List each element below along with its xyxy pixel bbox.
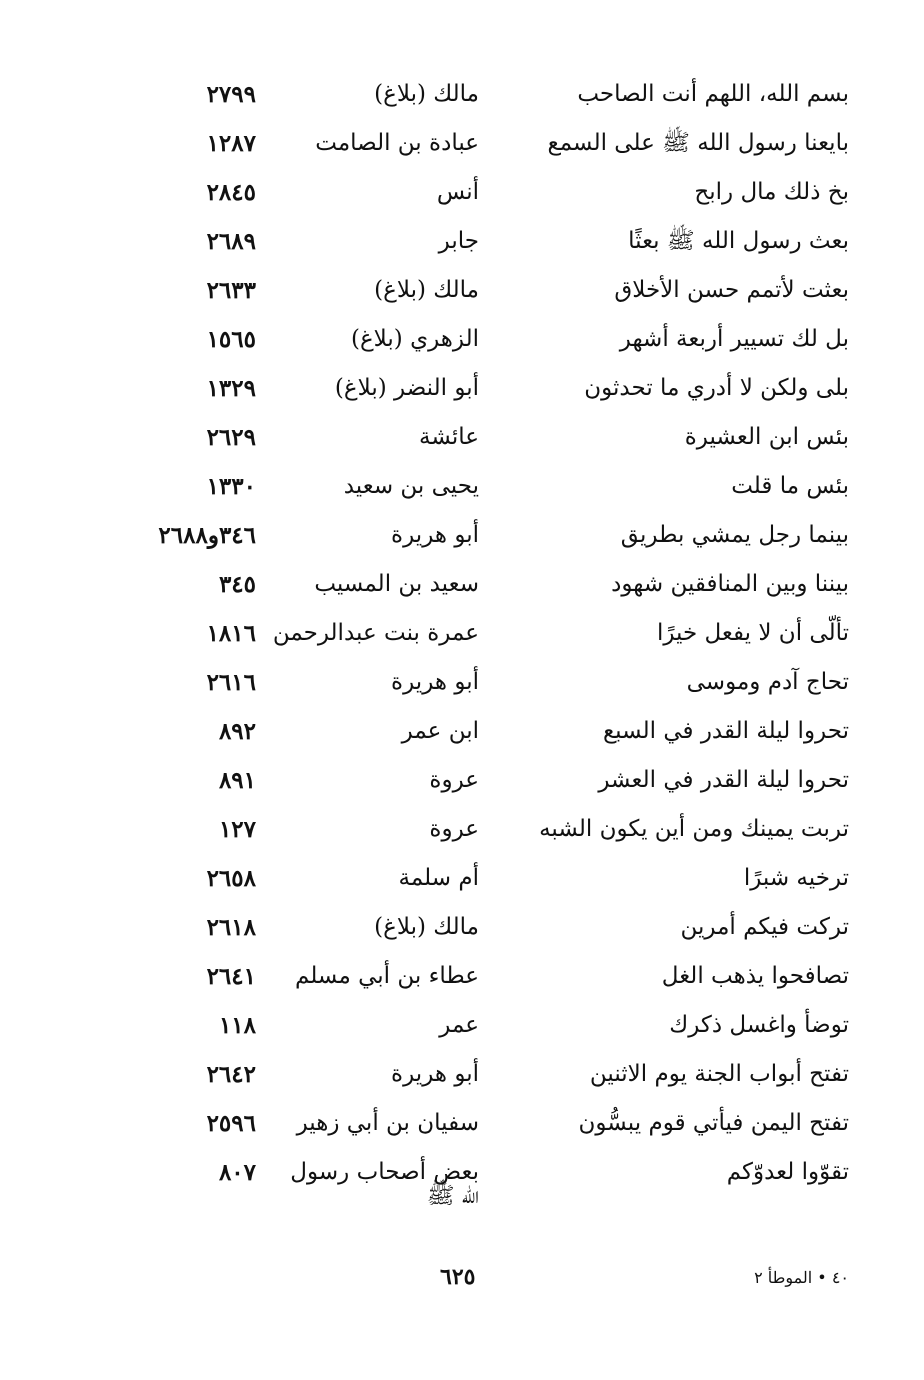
index-row <box>0 315 924 364</box>
hadith-number: ١٥٦٥ <box>206 326 256 353</box>
hadith-number: ٢٦٤٢ <box>206 1061 256 1088</box>
hadith-number: ٨٠٧ <box>218 1159 256 1186</box>
hadith-number: ٢٦٥٨ <box>206 865 256 892</box>
index-row <box>0 119 924 168</box>
narrator-name: عطاء بن أبي مسلم <box>295 963 479 989</box>
index-row <box>0 805 924 854</box>
hadith-number: ٢٦١٨ <box>206 914 256 941</box>
hadith-incipit: بايعنا رسول الله ﷺ على السمع <box>547 130 849 156</box>
hadith-incipit: بيننا وبين المنافقين شهود <box>611 571 849 597</box>
index-row <box>0 364 924 413</box>
hadith-incipit: بئس ابن العشيرة <box>684 424 849 450</box>
hadith-incipit: توضأ واغسل ذكرك <box>669 1012 849 1038</box>
narrator-name: أبو النضر (بلاغ) <box>334 375 479 401</box>
page-number: ٦٢٥ <box>440 1264 476 1290</box>
hadith-incipit: تفتح أبواب الجنة يوم الاثنين <box>589 1061 849 1087</box>
index-row <box>0 168 924 217</box>
narrator-name: عروة <box>429 767 479 793</box>
hadith-incipit: بسم الله، اللهم أنت الصاحب <box>577 81 849 107</box>
hadith-number: ٨٩٢ <box>218 718 256 745</box>
hadith-number: ٢٦٢٩ <box>206 424 256 451</box>
hadith-number: ٢٧٩٩ <box>206 81 256 108</box>
hadith-number: ١٣٣٠ <box>206 473 256 500</box>
narrator-name: أبو هريرة <box>391 522 479 548</box>
index-row <box>0 560 924 609</box>
index-row <box>0 1001 924 1050</box>
hadith-incipit: تحروا ليلة القدر في العشر <box>598 767 849 793</box>
hadith-incipit: تحاج آدم وموسى <box>686 669 849 695</box>
hadith-number: ٢٥٩٦ <box>206 1110 256 1137</box>
narrator-name: مالك (بلاغ) <box>374 277 479 303</box>
index-row <box>0 1050 924 1099</box>
hadith-number: ١١٨ <box>218 1012 256 1039</box>
hadith-incipit: تفتح اليمن فيأتي قوم يبسُّون <box>578 1110 849 1136</box>
hadith-incipit: تربت يمينك ومن أين يكون الشبه <box>539 816 849 842</box>
hadith-incipit: تقوّوا لعدوّكم <box>726 1159 849 1185</box>
narrator-name: أم سلمة <box>398 865 479 891</box>
hadith-number: ١٢٧ <box>218 816 256 843</box>
print-signature: ٤٠ • الموطأ ٢ <box>754 1268 849 1287</box>
narrator-name: مالك (بلاغ) <box>374 914 479 940</box>
narrator-name: أبو هريرة <box>391 1061 479 1087</box>
narrator-name: مالك (بلاغ) <box>374 81 479 107</box>
narrator-name: أبو هريرة <box>391 669 479 695</box>
hadith-number: ١٨١٦ <box>206 620 256 647</box>
narrator-name: عمر <box>439 1012 479 1038</box>
hadith-incipit: ترخيه شبرًا <box>743 865 849 891</box>
hadith-number: ٢٨٤٥ <box>206 179 256 206</box>
index-row <box>0 707 924 756</box>
hadith-number: ١٢٨٧ <box>206 130 256 157</box>
narrator-name: بعض أصحاب رسول <box>290 1159 479 1185</box>
hadith-number: ٢٦٣٣ <box>206 277 256 304</box>
hadith-incipit: بعثت لأتمم حسن الأخلاق <box>614 277 849 303</box>
index-row <box>0 756 924 805</box>
narrator-continuation: الله ﷺ <box>426 1183 479 1209</box>
index-row <box>0 903 924 952</box>
narrator-name: أنس <box>436 179 479 205</box>
index-row <box>0 413 924 462</box>
index-row <box>0 1099 924 1148</box>
hadith-number: ٣٤٦و٢٦٨٨ <box>158 522 256 549</box>
narrator-name: عروة <box>429 816 479 842</box>
index-row <box>0 609 924 658</box>
narrator-name: عبادة بن الصامت <box>315 130 479 156</box>
index-row <box>0 266 924 315</box>
index-row <box>0 217 924 266</box>
narrator-name: عمرة بنت عبدالرحمن <box>272 620 479 646</box>
hadith-incipit: بعث رسول الله ﷺ بعثًا <box>628 228 849 254</box>
hadith-incipit: تركت فيكم أمرين <box>680 914 849 940</box>
hadith-incipit: تحروا ليلة القدر في السبع <box>602 718 849 744</box>
narrator-name: جابر <box>438 228 479 254</box>
hadith-number: ٢٦١٦ <box>206 669 256 696</box>
narrator-name: ابن عمر <box>401 718 479 744</box>
hadith-incipit: بينما رجل يمشي بطريق <box>620 522 849 548</box>
hadith-number: ٨٩١ <box>218 767 256 794</box>
hadith-incipit: بلى ولكن لا أدري ما تحدثون <box>584 375 849 401</box>
hadith-incipit: بخ ذلك مال رابح <box>694 179 849 205</box>
index-row <box>0 854 924 903</box>
index-row <box>0 462 924 511</box>
hadith-number: ١٣٢٩ <box>206 375 256 402</box>
hadith-incipit: بئس ما قلت <box>731 473 849 499</box>
index-row <box>0 952 924 1001</box>
hadith-number: ٢٦٨٩ <box>206 228 256 255</box>
index-row <box>0 511 924 560</box>
narrator-name: الزهري (بلاغ) <box>350 326 479 352</box>
hadith-incipit: تصافحوا يذهب الغل <box>661 963 849 989</box>
index-row <box>0 658 924 707</box>
hadith-incipit: بل لك تسيير أربعة أشهر <box>619 326 849 352</box>
hadith-incipit: تألّى أن لا يفعل خيرًا <box>656 620 849 646</box>
hadith-number: ٢٦٤١ <box>206 963 256 990</box>
narrator-name: يحيى بن سعيد <box>343 473 479 499</box>
hadith-index-table <box>0 70 924 1197</box>
narrator-name: عائشة <box>419 424 479 450</box>
narrator-name: سعيد بن المسيب <box>314 571 479 597</box>
index-row <box>0 70 924 119</box>
hadith-number: ٣٤٥ <box>218 571 256 598</box>
narrator-name: سفيان بن أبي زهير <box>296 1110 479 1136</box>
